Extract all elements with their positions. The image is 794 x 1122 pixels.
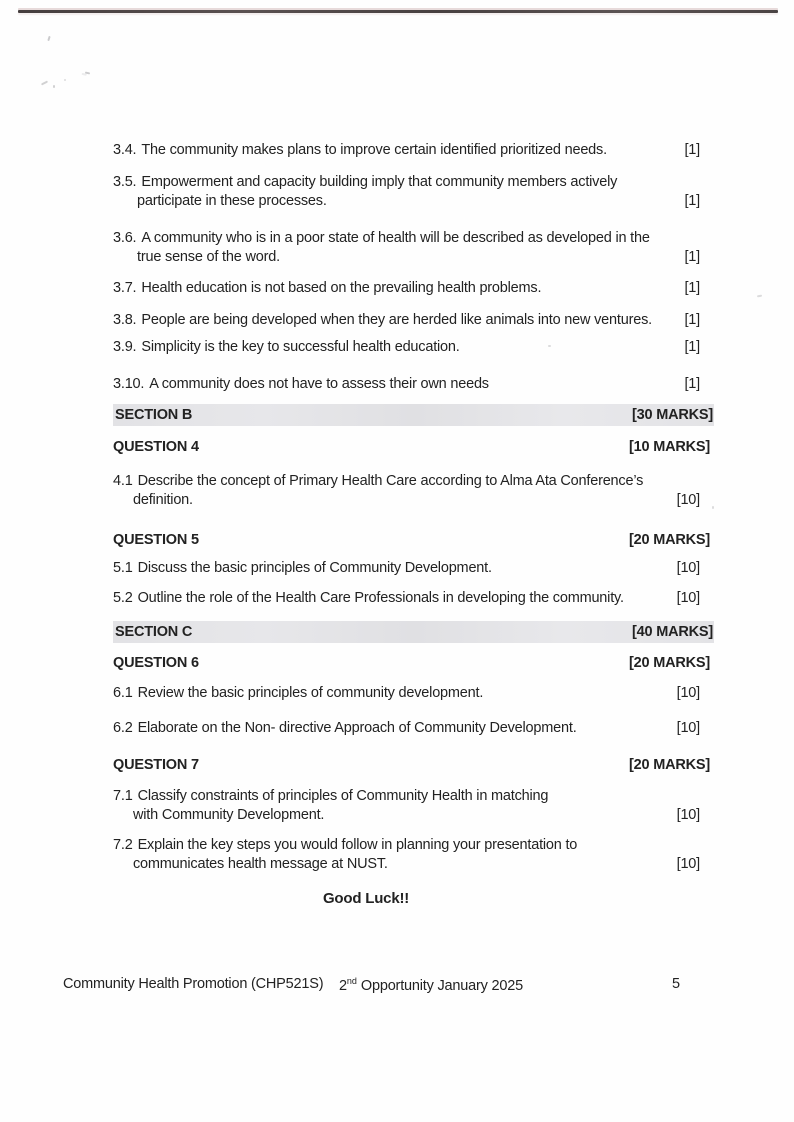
item-line [113,229,700,248]
item-marks: [1] [684,376,700,392]
question-title: QUESTION 6 [113,655,199,671]
item-marks: [1] [684,142,700,158]
item-line [113,173,700,192]
item-number: 6.2 [113,720,133,736]
item-line: definition. [133,492,193,508]
item-marks: [10] [676,492,700,508]
item-marks: [1] [684,193,700,209]
item-number: 3.6. [113,230,137,246]
pencil-mark-artifact [64,79,66,81]
item-line [113,684,700,703]
item-number: 3.10. [113,376,145,392]
question-6-header [113,654,710,673]
item-marks: [10] [676,856,700,872]
section-title: SECTION B [115,407,193,423]
item-text: A community does not have to assess their own needs [149,376,489,392]
item-text: Health education is not based on the prevailing health problems. [141,280,542,296]
pencil-mark-artifact [41,80,48,85]
page-footer [0,976,794,995]
pencil-mark-artifact [53,85,55,88]
question-title: QUESTION 7 [113,757,199,773]
question-item-3-7 [113,279,700,298]
question-item-5-1 [113,559,700,578]
scan-artifact-top-line [18,10,778,13]
question-item-3-8 [113,311,700,330]
item-marks: [1] [684,249,700,265]
item-text: Classify constraints of principles of Community Health in matching [137,788,549,804]
item-text: People are being developed when they are herded like animals into new ventures. [141,312,652,328]
question-marks: [20 MARKS] [629,655,710,671]
item-number: 3.5. [113,174,137,190]
question-7-header [113,756,710,775]
question-item-6-2 [113,719,700,738]
question-item-7-2 [113,836,700,874]
footer-course-title: Community Health Promotion (CHP521S) [63,976,324,992]
section-title: SECTION C [115,624,193,640]
item-line [113,719,700,738]
pencil-mark-artifact [85,72,90,75]
item-line [113,472,700,491]
item-number: 6.1 [113,685,133,701]
question-item-3-6 [113,229,700,267]
scan-speck [712,506,714,509]
item-number: 3.8. [113,312,137,328]
question-4-header [113,438,710,457]
item-line [113,279,700,298]
item-number: 7.2 [113,837,133,853]
item-text: Outline the role of the Health Care Professionals in developing the community. [137,590,624,606]
section-marks: [30 MARKS] [632,407,713,423]
question-title: QUESTION 4 [113,439,199,455]
item-line [113,141,700,160]
item-line: participate in these processes. [137,193,327,209]
item-text: Simplicity is the key to successful health education. [141,339,460,355]
section-c-header [113,621,714,643]
item-line [113,787,700,806]
question-title: QUESTION 5 [113,532,199,548]
pencil-mark-artifact [47,36,50,41]
footer-opportunity-text: Opportunity January 2025 [360,978,523,994]
item-text: A community who is in a poor state of health will be described as developed in the [141,230,650,246]
item-line: with Community Development. [133,807,325,823]
question-item-7-1 [113,787,700,825]
section-b-header [113,404,714,426]
item-line [113,311,700,330]
item-line [113,375,700,394]
item-number: 3.7. [113,280,137,296]
item-number: 3.4. [113,142,137,158]
question-marks: [10 MARKS] [629,439,710,455]
footer-page-number: 5 [672,976,680,992]
question-item-5-2 [113,589,700,608]
item-number: 5.2 [113,590,133,606]
closing-message: Good Luck!! [322,890,410,907]
item-number: 4.1 [113,473,133,489]
question-marks: [20 MARKS] [629,532,710,548]
item-text: Elaborate on the Non- directive Approach of Community Development. [137,720,577,736]
item-number: 3.9. [113,339,137,355]
item-line [113,559,700,578]
item-number: 7.1 [113,788,133,804]
item-line: true sense of the word. [137,249,280,265]
item-text: Discuss the basic principles of Community Development. [137,560,492,576]
item-marks: [10] [676,720,700,736]
item-line: communicates health message at NUST. [133,856,388,872]
item-marks: [10] [676,685,700,701]
item-text: The community makes plans to improve certain identified prioritized needs. [141,142,607,158]
item-marks: [1] [684,339,700,355]
item-text: Empowerment and capacity building imply that community members actively [141,174,618,190]
footer-opportunity [339,976,523,994]
item-text: Review the basic principles of community development. [137,685,484,701]
item-line [113,836,700,855]
question-item-3-5 [113,173,700,211]
question-item-3-10 [113,375,700,394]
question-item-4-1 [113,472,700,510]
item-marks: [10] [676,807,700,823]
question-item-3-4 [113,141,700,160]
question-marks: [20 MARKS] [629,757,710,773]
question-item-6-1 [113,684,700,703]
item-line [113,589,700,608]
item-line [113,338,700,357]
scan-speck [757,295,762,297]
footer-opportunity-ordinal: nd [346,976,357,986]
item-marks: [10] [676,590,700,606]
item-number: 5.1 [113,560,133,576]
question-item-3-9 [113,338,700,357]
item-marks: [1] [684,312,700,328]
section-marks: [40 MARKS] [632,624,713,640]
item-text: Explain the key steps you would follow in planning your presentation to [137,837,578,853]
footer-opportunity-number: 2 [339,978,347,994]
item-marks: [1] [684,280,700,296]
item-marks: [10] [676,560,700,576]
item-text: Describe the concept of Primary Health Care according to Alma Ata Conference’s [137,473,644,489]
question-5-header [113,531,710,550]
